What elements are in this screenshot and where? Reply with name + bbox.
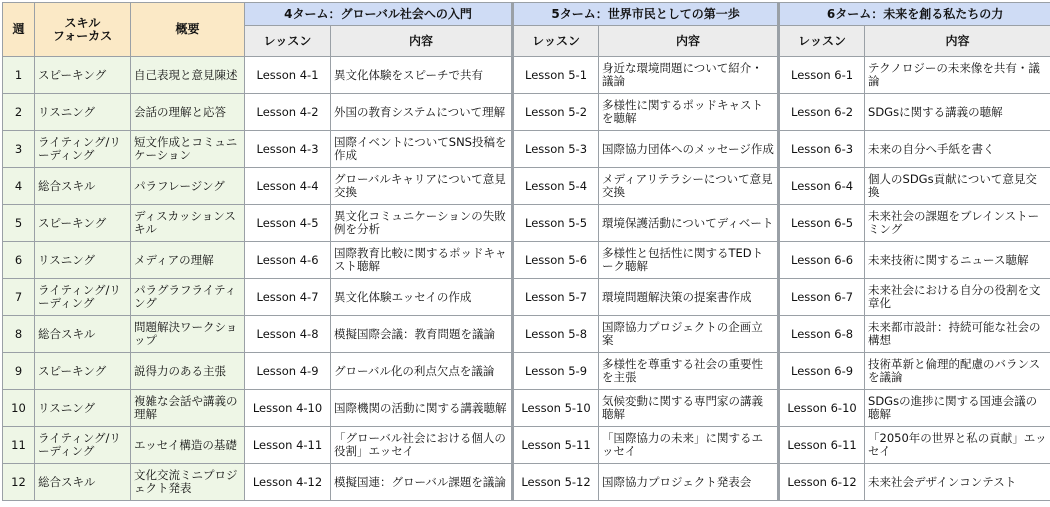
term5-lesson-cell: Lesson 5-10 bbox=[513, 390, 599, 427]
skill-cell: 総合スキル bbox=[35, 168, 131, 205]
term6-content-cell: 「2050年の世界と私の貢献」エッセイ bbox=[865, 427, 1050, 464]
term4-content-cell: 国際教育比較に関するポッドキャスト聴解 bbox=[331, 242, 513, 279]
term5-header: 5ターム：世界市民としての第一歩 bbox=[513, 3, 779, 26]
term4-content-header: 内容 bbox=[331, 26, 513, 57]
term4-lesson-cell: Lesson 4-8 bbox=[245, 316, 331, 353]
skill-cell: リスニング bbox=[35, 94, 131, 131]
term4-lesson-cell: Lesson 4-2 bbox=[245, 94, 331, 131]
table-body bbox=[3, 57, 1050, 501]
term5-lesson-cell: Lesson 5-1 bbox=[513, 57, 599, 94]
term5-content-cell: 国際協力プロジェクトの企画立案 bbox=[599, 316, 779, 353]
term6-content-cell: 未来社会の課題をブレインストーミング bbox=[865, 205, 1050, 242]
term5-lesson-cell: Lesson 5-8 bbox=[513, 316, 599, 353]
term6-content-cell: 未来社会における自分の役割を文章化 bbox=[865, 279, 1050, 316]
table-row bbox=[3, 205, 1050, 242]
week-cell: 10 bbox=[3, 390, 35, 427]
term5-lesson-cell: Lesson 5-2 bbox=[513, 94, 599, 131]
term6-content-header: 内容 bbox=[865, 26, 1050, 57]
term6-lesson-cell: Lesson 6-5 bbox=[779, 205, 865, 242]
term4-lesson-cell: Lesson 4-10 bbox=[245, 390, 331, 427]
term6-lesson-header: レッスン bbox=[779, 26, 865, 57]
term4-lesson-cell: Lesson 4-6 bbox=[245, 242, 331, 279]
overview-cell: 文化交流ミニプロジェクト発表 bbox=[131, 464, 245, 501]
term6-content-cell: 未来都市設計：持続可能な社会の構想 bbox=[865, 316, 1050, 353]
term6-lesson-cell: Lesson 6-10 bbox=[779, 390, 865, 427]
week-cell: 11 bbox=[3, 427, 35, 464]
skill-focus-header bbox=[35, 3, 131, 57]
term5-lesson-cell: Lesson 5-6 bbox=[513, 242, 599, 279]
term4-lesson-cell: Lesson 4-12 bbox=[245, 464, 331, 501]
table-row bbox=[3, 242, 1050, 279]
term5-lesson-cell: Lesson 5-5 bbox=[513, 205, 599, 242]
term6-lesson-cell: Lesson 6-12 bbox=[779, 464, 865, 501]
overview-header: 概要 bbox=[131, 3, 245, 57]
term6-lesson-cell: Lesson 6-11 bbox=[779, 427, 865, 464]
term5-content-cell: 気候変動に関する専門家の講義聴解 bbox=[599, 390, 779, 427]
week-cell: 1 bbox=[3, 57, 35, 94]
overview-cell: メディアの理解 bbox=[131, 242, 245, 279]
term6-content-cell: テクノロジーの未来像を共有・議論 bbox=[865, 57, 1050, 94]
skill-cell: スピーキング bbox=[35, 57, 131, 94]
term4-lesson-cell: Lesson 4-11 bbox=[245, 427, 331, 464]
term4-header: 4ターム：グローバル社会への入門 bbox=[245, 3, 513, 26]
term5-content-cell: 多様性に関するポッドキャストを聴解 bbox=[599, 94, 779, 131]
week-cell: 12 bbox=[3, 464, 35, 501]
overview-cell: 複雑な会話や講義の理解 bbox=[131, 390, 245, 427]
skill-cell: スピーキング bbox=[35, 353, 131, 390]
term4-content-cell: グローバルキャリアについて意見交換 bbox=[331, 168, 513, 205]
table-row bbox=[3, 464, 1050, 501]
overview-cell: 自己表現と意見陳述 bbox=[131, 57, 245, 94]
term4-lesson-cell: Lesson 4-4 bbox=[245, 168, 331, 205]
skill-cell: リスニング bbox=[35, 242, 131, 279]
term5-content-cell: 国際協力プロジェクト発表会 bbox=[599, 464, 779, 501]
term5-content-cell: 身近な環境問題について紹介・議論 bbox=[599, 57, 779, 94]
term6-lesson-cell: Lesson 6-2 bbox=[779, 94, 865, 131]
term5-content-cell: 環境問題解決策の提案書作成 bbox=[599, 279, 779, 316]
week-cell: 4 bbox=[3, 168, 35, 205]
curriculum-table bbox=[2, 2, 1050, 501]
term4-content-cell: 模擬国連：グローバル課題を議論 bbox=[331, 464, 513, 501]
term5-content-cell: メディアリテラシーについて意見交換 bbox=[599, 168, 779, 205]
week-cell: 8 bbox=[3, 316, 35, 353]
term6-lesson-cell: Lesson 6-4 bbox=[779, 168, 865, 205]
week-cell: 9 bbox=[3, 353, 35, 390]
term5-lesson-header: レッスン bbox=[513, 26, 599, 57]
term6-lesson-cell: Lesson 6-9 bbox=[779, 353, 865, 390]
term6-content-cell: SDGsに関する講義の聴解 bbox=[865, 94, 1050, 131]
term5-content-cell: 多様性と包括性に関するTEDトーク聴解 bbox=[599, 242, 779, 279]
term6-lesson-cell: Lesson 6-8 bbox=[779, 316, 865, 353]
term5-lesson-cell: Lesson 5-3 bbox=[513, 131, 599, 168]
table-row bbox=[3, 390, 1050, 427]
term4-lesson-cell: Lesson 4-3 bbox=[245, 131, 331, 168]
week-header: 週 bbox=[3, 3, 35, 57]
term5-lesson-cell: Lesson 5-9 bbox=[513, 353, 599, 390]
term6-lesson-cell: Lesson 6-1 bbox=[779, 57, 865, 94]
skill-cell: ライティング/リーディング bbox=[35, 279, 131, 316]
term6-content-cell: 未来技術に関するニュース聴解 bbox=[865, 242, 1050, 279]
overview-cell: 説得力のある主張 bbox=[131, 353, 245, 390]
skill-cell: 総合スキル bbox=[35, 316, 131, 353]
term5-lesson-cell: Lesson 5-12 bbox=[513, 464, 599, 501]
skill-cell: リスニング bbox=[35, 390, 131, 427]
term6-lesson-cell: Lesson 6-3 bbox=[779, 131, 865, 168]
term4-content-cell: 異文化コミュニケーションの失敗例を分析 bbox=[331, 205, 513, 242]
term6-content-cell: 未来の自分へ手紙を書く bbox=[865, 131, 1050, 168]
overview-cell: 問題解決ワークショップ bbox=[131, 316, 245, 353]
term5-lesson-cell: Lesson 5-4 bbox=[513, 168, 599, 205]
term4-content-cell: 外国の教育システムについて理解 bbox=[331, 94, 513, 131]
week-cell: 5 bbox=[3, 205, 35, 242]
week-cell: 2 bbox=[3, 94, 35, 131]
table-row bbox=[3, 427, 1050, 464]
term4-lesson-cell: Lesson 4-9 bbox=[245, 353, 331, 390]
term4-lesson-header: レッスン bbox=[245, 26, 331, 57]
overview-cell: パラグラフライティング bbox=[131, 279, 245, 316]
skill-cell: ライティング/リーディング bbox=[35, 427, 131, 464]
table-row bbox=[3, 353, 1050, 390]
skill-cell: ライティング/リーディング bbox=[35, 131, 131, 168]
term6-header: 6ターム：未来を創る私たちの力 bbox=[779, 3, 1050, 26]
term4-content-cell: グローバル化の利点欠点を議論 bbox=[331, 353, 513, 390]
term5-content-header: 内容 bbox=[599, 26, 779, 57]
term4-content-cell: 異文化体験エッセイの作成 bbox=[331, 279, 513, 316]
table-row bbox=[3, 168, 1050, 205]
overview-cell: エッセイ構造の基礎 bbox=[131, 427, 245, 464]
week-cell: 7 bbox=[3, 279, 35, 316]
term5-content-cell: 多様性を尊重する社会の重要性を主張 bbox=[599, 353, 779, 390]
term6-content-cell: 技術革新と倫理的配慮のバランスを議論 bbox=[865, 353, 1050, 390]
term4-lesson-cell: Lesson 4-5 bbox=[245, 205, 331, 242]
term4-content-cell: 国際機関の活動に関する講義聴解 bbox=[331, 390, 513, 427]
week-cell: 6 bbox=[3, 242, 35, 279]
term5-content-cell: 環境保護活動についてディベート bbox=[599, 205, 779, 242]
term4-lesson-cell: Lesson 4-7 bbox=[245, 279, 331, 316]
table-row bbox=[3, 316, 1050, 353]
table-row bbox=[3, 131, 1050, 168]
term4-content-cell: 国際イベントについてSNS投稿を作成 bbox=[331, 131, 513, 168]
term6-lesson-cell: Lesson 6-6 bbox=[779, 242, 865, 279]
table-row bbox=[3, 94, 1050, 131]
term4-content-cell: 「グローバル社会における個人の役割」エッセイ bbox=[331, 427, 513, 464]
overview-cell: 短文作成とコミュニケーション bbox=[131, 131, 245, 168]
term5-lesson-cell: Lesson 5-7 bbox=[513, 279, 599, 316]
overview-cell: ディスカッションスキル bbox=[131, 205, 245, 242]
term6-content-cell: 個人のSDGs貢献について意見交換 bbox=[865, 168, 1050, 205]
term5-lesson-cell: Lesson 5-11 bbox=[513, 427, 599, 464]
table-row bbox=[3, 57, 1050, 94]
skill-cell: 総合スキル bbox=[35, 464, 131, 501]
overview-cell: 会話の理解と応答 bbox=[131, 94, 245, 131]
overview-cell: パラフレージング bbox=[131, 168, 245, 205]
skill-header-line1: スキル bbox=[65, 16, 101, 30]
term5-content-cell: 「国際協力の未来」に関するエッセイ bbox=[599, 427, 779, 464]
skill-header-line2: フォーカス bbox=[53, 29, 112, 43]
term4-content-cell: 模擬国際会議：教育問題を議論 bbox=[331, 316, 513, 353]
week-cell: 3 bbox=[3, 131, 35, 168]
term4-lesson-cell: Lesson 4-1 bbox=[245, 57, 331, 94]
term6-content-cell: 未来社会デザインコンテスト bbox=[865, 464, 1050, 501]
term6-content-cell: SDGsの進捗に関する国連会議の聴解 bbox=[865, 390, 1050, 427]
term5-content-cell: 国際協力団体へのメッセージ作成 bbox=[599, 131, 779, 168]
skill-cell: スピーキング bbox=[35, 205, 131, 242]
term4-content-cell: 異文化体験をスピーチで共有 bbox=[331, 57, 513, 94]
term6-lesson-cell: Lesson 6-7 bbox=[779, 279, 865, 316]
table-row bbox=[3, 279, 1050, 316]
